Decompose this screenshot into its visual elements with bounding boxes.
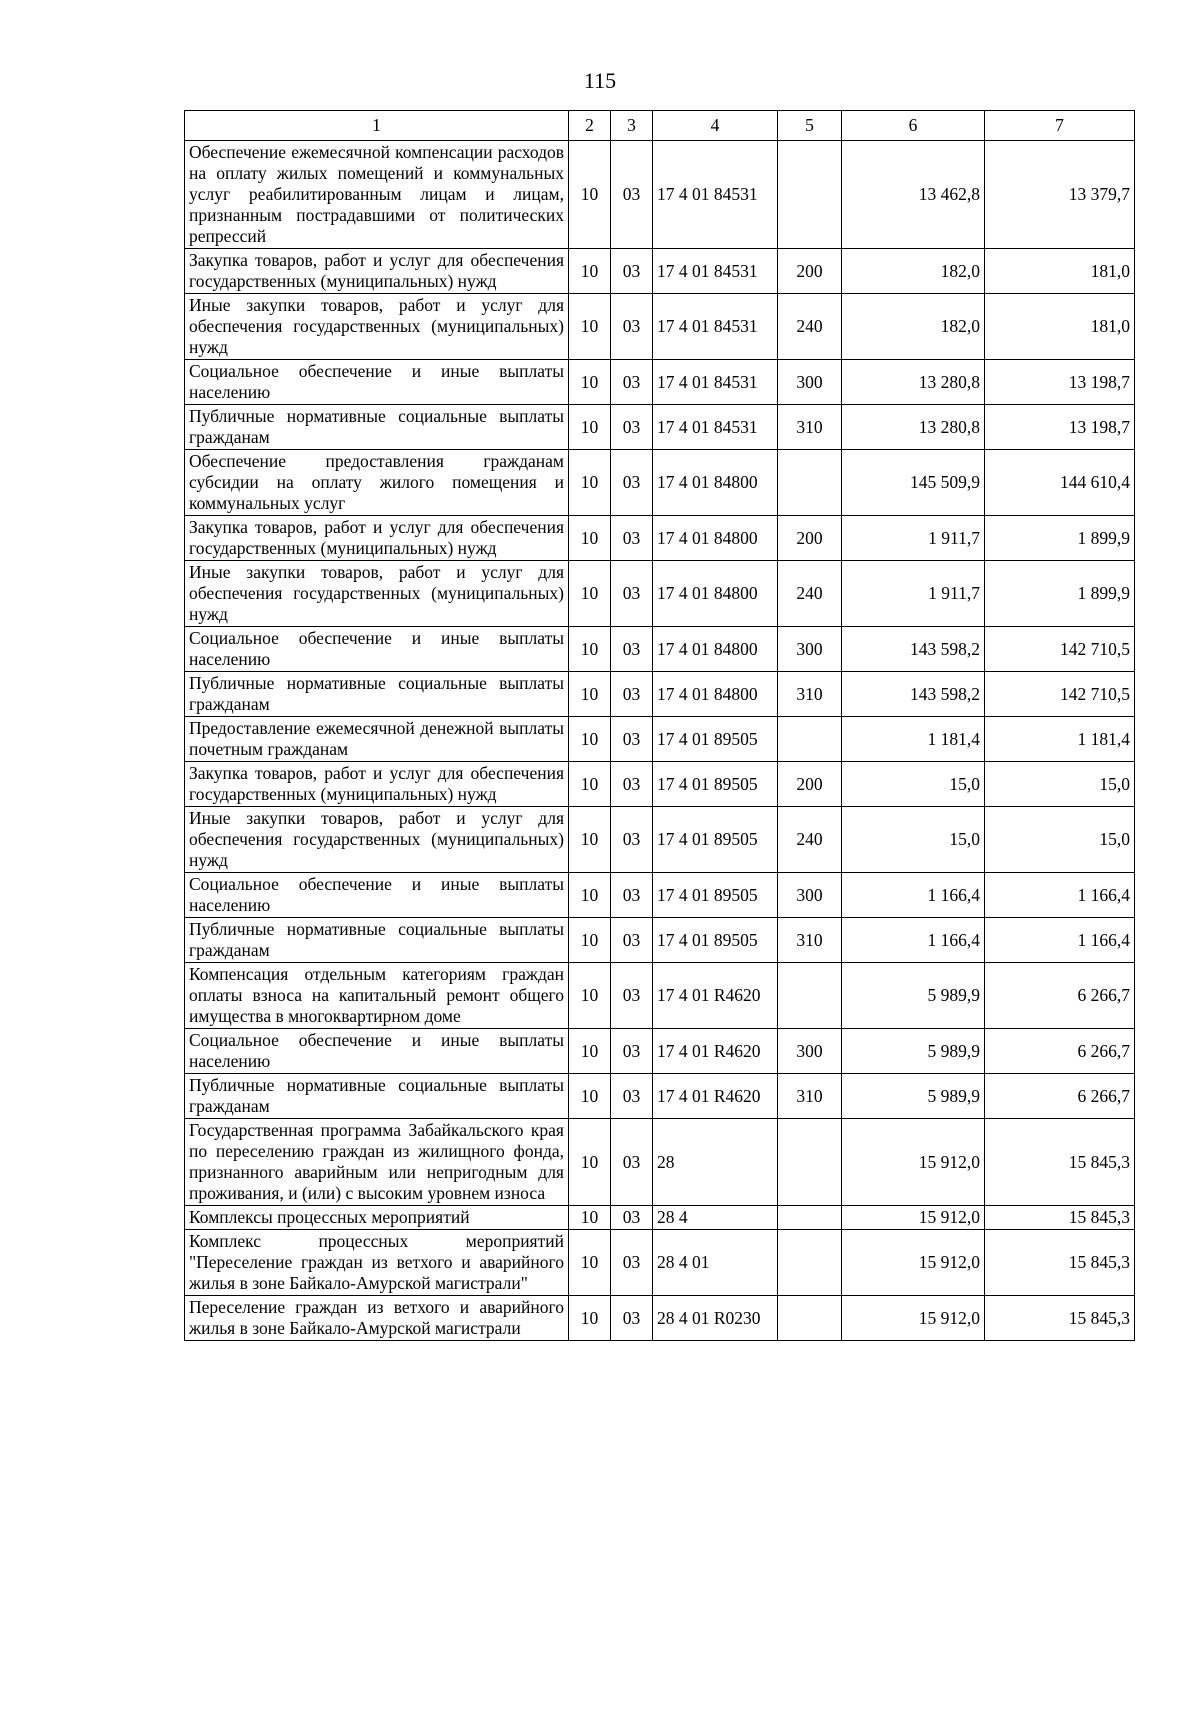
amount-year1-cell: 15 912,0 (842, 1206, 985, 1230)
amount-year2-cell: 1 166,4 (985, 873, 1135, 918)
expense-type-cell (778, 141, 842, 249)
target-article-cell: 17 4 01 89505 (653, 762, 778, 807)
subsection-code-cell: 03 (611, 762, 653, 807)
subsection-code-cell: 03 (611, 405, 653, 450)
subsection-code-cell: 03 (611, 294, 653, 360)
amount-year2-cell: 181,0 (985, 294, 1135, 360)
row-name-cell: Публичные нормативные социальные выплаты гражданам (185, 1074, 569, 1119)
table-row (185, 963, 1135, 1029)
subsection-code-cell: 03 (611, 672, 653, 717)
target-article-cell: 17 4 01 89505 (653, 717, 778, 762)
section-code-cell: 10 (569, 918, 611, 963)
amount-year1-cell: 5 989,9 (842, 1029, 985, 1074)
table-row (185, 360, 1135, 405)
target-article-cell: 17 4 01 89505 (653, 873, 778, 918)
expense-type-cell: 200 (778, 762, 842, 807)
table-row (185, 717, 1135, 762)
amount-year1-cell: 15 912,0 (842, 1119, 985, 1206)
subsection-code-cell: 03 (611, 1074, 653, 1119)
row-name-cell: Социальное обеспечение и иные выплаты населению (185, 1029, 569, 1074)
amount-year2-cell: 15,0 (985, 762, 1135, 807)
row-name-cell: Закупка товаров, работ и услуг для обеспечения государственных (муниципальных) нужд (185, 516, 569, 561)
section-code-cell: 10 (569, 294, 611, 360)
section-code-cell: 10 (569, 249, 611, 294)
column-header: 1 (185, 111, 569, 141)
amount-year1-cell: 182,0 (842, 249, 985, 294)
section-code-cell: 10 (569, 717, 611, 762)
amount-year2-cell: 15 845,3 (985, 1230, 1135, 1296)
target-article-cell: 28 4 01 (653, 1230, 778, 1296)
expense-type-cell: 310 (778, 405, 842, 450)
row-name-cell: Публичные нормативные социальные выплаты гражданам (185, 672, 569, 717)
expense-type-cell (778, 450, 842, 516)
amount-year2-cell: 15,0 (985, 807, 1135, 873)
row-name-cell: Обеспечение предоставления гражданам субсидии на оплату жилого помещения и коммунальных услуг (185, 450, 569, 516)
amount-year2-cell: 15 845,3 (985, 1119, 1135, 1206)
row-name-cell: Социальное обеспечение и иные выплаты населению (185, 627, 569, 672)
section-code-cell: 10 (569, 561, 611, 627)
expense-type-cell: 200 (778, 249, 842, 294)
section-code-cell: 10 (569, 1074, 611, 1119)
row-name-cell: Закупка товаров, работ и услуг для обеспечения государственных (муниципальных) нужд (185, 762, 569, 807)
expense-type-cell: 200 (778, 516, 842, 561)
subsection-code-cell: 03 (611, 1296, 653, 1341)
table-header-row (185, 111, 1135, 141)
expense-type-cell (778, 1119, 842, 1206)
amount-year2-cell: 181,0 (985, 249, 1135, 294)
amount-year1-cell: 5 989,9 (842, 963, 985, 1029)
amount-year2-cell: 1 899,9 (985, 561, 1135, 627)
row-name-cell: Иные закупки товаров, работ и услуг для обеспечения государственных (муниципальных) нужд (185, 807, 569, 873)
row-name-cell: Социальное обеспечение и иные выплаты населению (185, 360, 569, 405)
table-row (185, 627, 1135, 672)
table-row (185, 1074, 1135, 1119)
amount-year1-cell: 1 181,4 (842, 717, 985, 762)
amount-year2-cell: 6 266,7 (985, 1029, 1135, 1074)
target-article-cell: 17 4 01 89505 (653, 918, 778, 963)
row-name-cell: Комплексы процессных мероприятий (185, 1206, 569, 1230)
amount-year1-cell: 1 911,7 (842, 561, 985, 627)
section-code-cell: 10 (569, 963, 611, 1029)
table-row (185, 1230, 1135, 1296)
expense-type-cell: 240 (778, 294, 842, 360)
row-name-cell: Иные закупки товаров, работ и услуг для обеспечения государственных (муниципальных) нужд (185, 561, 569, 627)
expense-type-cell: 300 (778, 873, 842, 918)
subsection-code-cell: 03 (611, 807, 653, 873)
target-article-cell: 17 4 01 84531 (653, 405, 778, 450)
row-name-cell: Переселение граждан из ветхого и аварийного жилья в зоне Байкало-Амурской магистрали (185, 1296, 569, 1341)
target-article-cell: 28 4 (653, 1206, 778, 1230)
section-code-cell: 10 (569, 141, 611, 249)
section-code-cell: 10 (569, 762, 611, 807)
target-article-cell: 17 4 01 84800 (653, 627, 778, 672)
expense-type-cell (778, 1296, 842, 1341)
subsection-code-cell: 03 (611, 963, 653, 1029)
subsection-code-cell: 03 (611, 918, 653, 963)
amount-year2-cell: 1 166,4 (985, 918, 1135, 963)
subsection-code-cell: 03 (611, 1206, 653, 1230)
row-name-cell: Обеспечение ежемесячной компенсации расходов на оплату жилых помещений и коммунальных услуг реабилитированным лицам и лицам, признанным пострадавшими от политических репрессий (185, 141, 569, 249)
row-name-cell: Иные закупки товаров, работ и услуг для обеспечения государственных (муниципальных) нужд (185, 294, 569, 360)
table-body (185, 141, 1135, 1341)
expense-type-cell: 240 (778, 561, 842, 627)
row-name-cell: Социальное обеспечение и иные выплаты населению (185, 873, 569, 918)
subsection-code-cell: 03 (611, 1029, 653, 1074)
target-article-cell: 17 4 01 84800 (653, 672, 778, 717)
row-name-cell: Закупка товаров, работ и услуг для обеспечения государственных (муниципальных) нужд (185, 249, 569, 294)
section-code-cell: 10 (569, 450, 611, 516)
section-code-cell: 10 (569, 360, 611, 405)
amount-year1-cell: 15,0 (842, 762, 985, 807)
target-article-cell: 17 4 01 84800 (653, 516, 778, 561)
section-code-cell: 10 (569, 405, 611, 450)
table-row (185, 450, 1135, 516)
row-name-cell: Компенсация отдельным категориям граждан оплаты взноса на капитальный ремонт общего имущества в многоквартирном доме (185, 963, 569, 1029)
table-row (185, 141, 1135, 249)
section-code-cell: 10 (569, 516, 611, 561)
row-name-cell: Государственная программа Забайкальского края по переселению граждан из жилищного фонда, признанного аварийным или непригодным для проживания, и (или) с высоким уровнем износа (185, 1119, 569, 1206)
row-name-cell: Комплекс процессных мероприятий "Переселение граждан из ветхого и аварийного жилья в зоне Байкало-Амурской магистрали" (185, 1230, 569, 1296)
subsection-code-cell: 03 (611, 360, 653, 405)
amount-year1-cell: 13 462,8 (842, 141, 985, 249)
column-header: 3 (611, 111, 653, 141)
subsection-code-cell: 03 (611, 717, 653, 762)
expense-type-cell: 300 (778, 1029, 842, 1074)
row-name-cell: Публичные нормативные социальные выплаты гражданам (185, 405, 569, 450)
budget-table (184, 110, 1135, 1341)
subsection-code-cell: 03 (611, 627, 653, 672)
amount-year1-cell: 5 989,9 (842, 1074, 985, 1119)
target-article-cell: 17 4 01 R4620 (653, 1074, 778, 1119)
table-row (185, 762, 1135, 807)
subsection-code-cell: 03 (611, 873, 653, 918)
column-header: 2 (569, 111, 611, 141)
amount-year2-cell: 13 198,7 (985, 405, 1135, 450)
table-row (185, 249, 1135, 294)
amount-year1-cell: 145 509,9 (842, 450, 985, 516)
expense-type-cell: 240 (778, 807, 842, 873)
table-row (185, 807, 1135, 873)
amount-year2-cell: 15 845,3 (985, 1296, 1135, 1341)
amount-year2-cell: 142 710,5 (985, 627, 1135, 672)
table-row (185, 873, 1135, 918)
amount-year1-cell: 15 912,0 (842, 1230, 985, 1296)
target-article-cell: 17 4 01 84531 (653, 249, 778, 294)
section-code-cell: 10 (569, 873, 611, 918)
subsection-code-cell: 03 (611, 561, 653, 627)
amount-year1-cell: 143 598,2 (842, 672, 985, 717)
expense-type-cell: 310 (778, 672, 842, 717)
amount-year1-cell: 1 166,4 (842, 873, 985, 918)
column-header: 4 (653, 111, 778, 141)
target-article-cell: 17 4 01 R4620 (653, 1029, 778, 1074)
amount-year2-cell: 13 198,7 (985, 360, 1135, 405)
section-code-cell: 10 (569, 1206, 611, 1230)
expense-type-cell (778, 1206, 842, 1230)
section-code-cell: 10 (569, 1029, 611, 1074)
amount-year1-cell: 15,0 (842, 807, 985, 873)
amount-year2-cell: 6 266,7 (985, 963, 1135, 1029)
column-header: 7 (985, 111, 1135, 141)
amount-year2-cell: 13 379,7 (985, 141, 1135, 249)
expense-type-cell (778, 717, 842, 762)
target-article-cell: 17 4 01 89505 (653, 807, 778, 873)
amount-year1-cell: 1 166,4 (842, 918, 985, 963)
amount-year2-cell: 6 266,7 (985, 1074, 1135, 1119)
target-article-cell: 28 4 01 R0230 (653, 1296, 778, 1341)
expense-type-cell: 310 (778, 1074, 842, 1119)
target-article-cell: 17 4 01 84531 (653, 294, 778, 360)
amount-year2-cell: 144 610,4 (985, 450, 1135, 516)
table-row (185, 294, 1135, 360)
section-code-cell: 10 (569, 1119, 611, 1206)
section-code-cell: 10 (569, 627, 611, 672)
table-row (185, 1206, 1135, 1230)
table-row (185, 672, 1135, 717)
amount-year1-cell: 182,0 (842, 294, 985, 360)
subsection-code-cell: 03 (611, 1230, 653, 1296)
subsection-code-cell: 03 (611, 516, 653, 561)
section-code-cell: 10 (569, 807, 611, 873)
column-header: 5 (778, 111, 842, 141)
expense-type-cell (778, 963, 842, 1029)
table-row (185, 918, 1135, 963)
page-number: 115 (583, 68, 617, 93)
subsection-code-cell: 03 (611, 249, 653, 294)
target-article-cell: 17 4 01 84531 (653, 360, 778, 405)
column-header: 6 (842, 111, 985, 141)
expense-type-cell: 300 (778, 360, 842, 405)
target-article-cell: 28 (653, 1119, 778, 1206)
subsection-code-cell: 03 (611, 450, 653, 516)
target-article-cell: 17 4 01 R4620 (653, 963, 778, 1029)
target-article-cell: 17 4 01 84800 (653, 561, 778, 627)
table-row (185, 405, 1135, 450)
table-row (185, 1029, 1135, 1074)
table-row (185, 516, 1135, 561)
amount-year1-cell: 1 911,7 (842, 516, 985, 561)
subsection-code-cell: 03 (611, 141, 653, 249)
section-code-cell: 10 (569, 1296, 611, 1341)
expense-type-cell (778, 1230, 842, 1296)
amount-year2-cell: 1 899,9 (985, 516, 1135, 561)
amount-year1-cell: 13 280,8 (842, 360, 985, 405)
expense-type-cell: 300 (778, 627, 842, 672)
amount-year1-cell: 15 912,0 (842, 1296, 985, 1341)
row-name-cell: Предоставление ежемесячной денежной выплаты почетным гражданам (185, 717, 569, 762)
subsection-code-cell: 03 (611, 1119, 653, 1206)
section-code-cell: 10 (569, 672, 611, 717)
amount-year2-cell: 142 710,5 (985, 672, 1135, 717)
table-row (185, 1119, 1135, 1206)
amount-year2-cell: 15 845,3 (985, 1206, 1135, 1230)
amount-year1-cell: 143 598,2 (842, 627, 985, 672)
amount-year1-cell: 13 280,8 (842, 405, 985, 450)
target-article-cell: 17 4 01 84800 (653, 450, 778, 516)
target-article-cell: 17 4 01 84531 (653, 141, 778, 249)
section-code-cell: 10 (569, 1230, 611, 1296)
table-row (185, 1296, 1135, 1341)
amount-year2-cell: 1 181,4 (985, 717, 1135, 762)
expense-type-cell: 310 (778, 918, 842, 963)
table-row (185, 561, 1135, 627)
row-name-cell: Публичные нормативные социальные выплаты гражданам (185, 918, 569, 963)
